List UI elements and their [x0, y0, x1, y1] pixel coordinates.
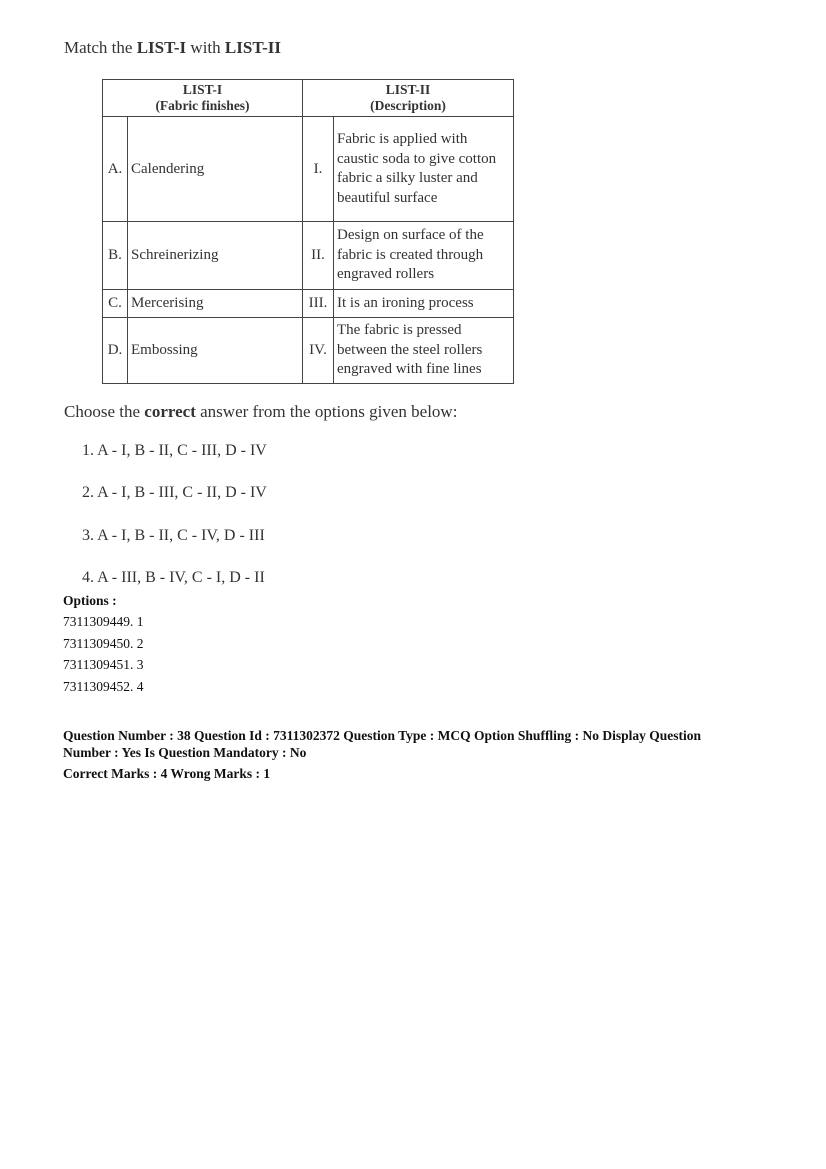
answer-option-3: 3. A - I, B - II, C - IV, D - III	[82, 527, 265, 544]
option-id-4: 7311309452. 4	[63, 679, 144, 694]
match-table	[102, 79, 514, 384]
table-row	[103, 117, 514, 222]
table-header-row	[103, 80, 514, 117]
table-row	[103, 222, 514, 290]
row-roman: II.	[303, 222, 334, 290]
question-meta-line2: Number : Yes Is Question Mandatory : No	[63, 745, 307, 760]
row-description: It is an ironing process	[334, 290, 514, 318]
choose-instruction: Choose the correct answer from the options given below:	[64, 402, 458, 421]
row-item: Embossing	[128, 318, 303, 384]
row-letter: B.	[103, 222, 128, 290]
row-description: Design on surface of the fabric is created through engraved rollers	[334, 222, 514, 290]
row-item: Mercerising	[128, 290, 303, 318]
answer-option-1: 1. A - I, B - II, C - III, D - IV	[82, 442, 267, 459]
list2-header: LIST-II (Description)	[303, 80, 514, 117]
row-description: Fabric is applied with caustic soda to give cotton fabric a silky luster and beautiful surface	[334, 117, 514, 222]
row-item: Calendering	[128, 117, 303, 222]
row-letter: D.	[103, 318, 128, 384]
table-row	[103, 290, 514, 318]
table-row	[103, 318, 514, 384]
question-meta-line1: Question Number : 38 Question Id : 7311302372 Question Type : MCQ Option Shuffling : No Display Question	[63, 728, 701, 743]
row-roman: IV.	[303, 318, 334, 384]
options-label: Options :	[63, 593, 117, 608]
answer-option-2: 2. A - I, B - III, C - II, D - IV	[82, 484, 267, 501]
row-description: The fabric is pressed between the steel rollers engraved with fine lines	[334, 318, 514, 384]
row-letter: A.	[103, 117, 128, 222]
option-id-2: 7311309450. 2	[63, 636, 144, 651]
row-roman: III.	[303, 290, 334, 318]
question-heading: Match the LIST-I with LIST-II	[64, 38, 281, 57]
option-id-3: 7311309451. 3	[63, 657, 144, 672]
row-roman: I.	[303, 117, 334, 222]
answer-option-4: 4. A - III, B - IV, C - I, D - II	[82, 569, 265, 586]
row-item: Schreinerizing	[128, 222, 303, 290]
row-letter: C.	[103, 290, 128, 318]
list1-header: LIST-I (Fabric finishes)	[103, 80, 303, 117]
marks-line: Correct Marks : 4 Wrong Marks : 1	[63, 766, 271, 781]
option-id-1: 7311309449. 1	[63, 614, 144, 629]
